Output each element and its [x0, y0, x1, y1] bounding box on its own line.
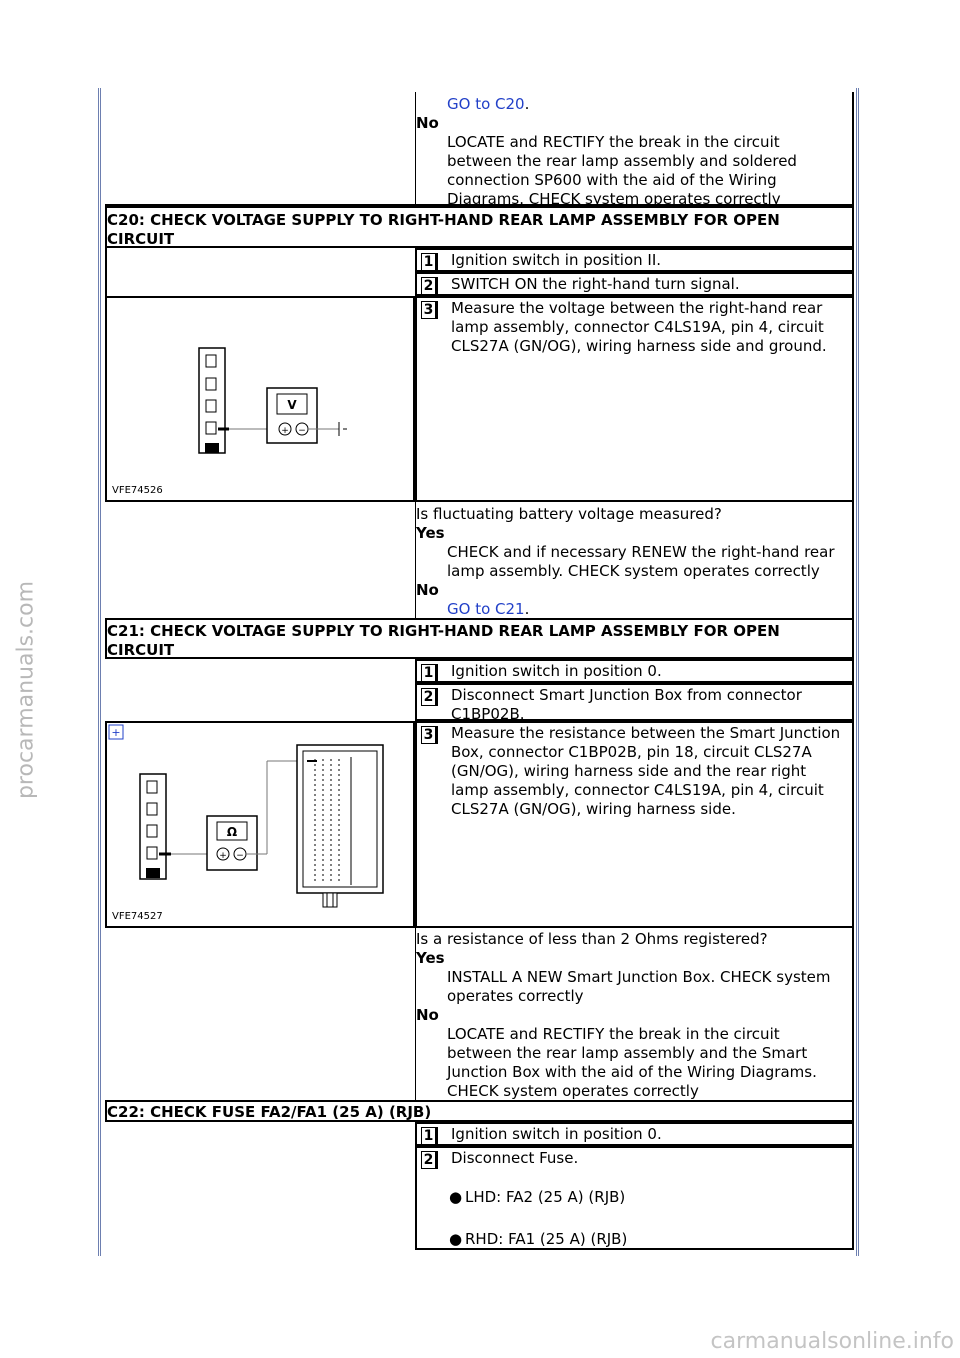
yes-text: CHECK and if necessary RENEW the right-hand rear lamp assembly. CHECK system operates correctly	[447, 543, 835, 580]
step-text: Ignition switch in position II.	[451, 251, 662, 269]
c21-title: C21: CHECK VOLTAGE SUPPLY TO RIGHT-HAND REAR LAMP ASSEMBLY FOR OPEN CIRCUIT	[107, 622, 780, 659]
link-suffix: .	[524, 95, 530, 113]
ohmmeter-diagram-svg	[107, 723, 413, 926]
no-text: LOCATE and RECTIFY the break in the circuit between the rear lamp assembly and soldered connection SP600 with the aid of the Wiring Diagrams. CHECK system operates correctly	[447, 133, 797, 208]
c21-question: Is a resistance of less than 2 Ohms registered?	[416, 930, 768, 948]
c21-step-2	[415, 683, 854, 721]
c20-left-empty	[105, 248, 415, 296]
c22-step-2: 2 Disconnect Fuse. ● LHD: FA2 (25 A) (RJB) ● RHD: FA1 (25 A) (RJB)	[415, 1146, 854, 1250]
step-text: Disconnect Smart Junction Box from connector C1BP02B.	[451, 686, 802, 723]
no-label: No	[416, 114, 439, 132]
step-text: Measure the voltage between the right-hand rear lamp assembly, connector C4LS19A, pin 4, circuit CLS27A (GN/OG), wiring harness side and ground.	[451, 299, 827, 355]
c22-step-1	[415, 1122, 854, 1146]
svg-text:−: −	[298, 426, 306, 436]
yes-label: Yes	[416, 524, 445, 542]
figure-label: VFE74527	[112, 911, 163, 922]
step-text: Measure the resistance between the Smart Junction Box, connector C1BP02B, pin 18, circuit CLS27A (GN/OG), wiring harness side and the rear right lamp assembly, connector C4LS19A, pin 4, circuit CLS27A (GN/OG), wiring harness side.	[451, 724, 841, 818]
c20-title: C20: CHECK VOLTAGE SUPPLY TO RIGHT-HAND REAR LAMP ASSEMBLY FOR OPEN CIRCUIT	[107, 211, 780, 248]
c20-question: Is fluctuating battery voltage measured?	[416, 505, 722, 523]
step-number: 3	[421, 301, 438, 319]
no-text: LOCATE and RECTIFY the break in the circuit between the rear lamp assembly and the Smart Junction Box with the aid of the Wiring Diagrams. CHECK system operates correctly	[447, 1025, 817, 1100]
goto-c20-link[interactable]: GO to C20	[447, 95, 525, 113]
page-frame-left	[98, 88, 101, 1256]
link-suffix: .	[524, 600, 530, 618]
step-number: 1	[421, 664, 438, 682]
figure-label: VFE74526	[112, 485, 163, 496]
svg-text:+: +	[281, 426, 289, 436]
step-text: Ignition switch in position 0.	[451, 1125, 662, 1143]
step-text: Ignition switch in position 0.	[451, 662, 662, 680]
step-number: 1	[421, 1127, 438, 1145]
yes-text: INSTALL A NEW Smart Junction Box. CHECK system operates correctly	[447, 968, 831, 1005]
c21-left-empty	[105, 659, 415, 721]
yes-label: Yes	[416, 949, 445, 967]
step-number: 3	[421, 726, 438, 744]
step-text: Disconnect Fuse.	[451, 1149, 579, 1167]
c20-question-block	[105, 502, 854, 618]
step-number: 2	[421, 277, 438, 295]
no-label: No	[416, 1006, 439, 1024]
side-watermark-text: procarmanuals.com	[13, 580, 39, 800]
c21-step-1	[415, 659, 854, 683]
goto-c21-link[interactable]: GO to C21	[447, 600, 525, 618]
c20-voltage-diagram	[105, 296, 415, 502]
bullet-text: RHD: FA1 (25 A) (RJB)	[465, 1230, 628, 1248]
voltmeter-diagram-svg	[107, 298, 413, 500]
svg-text:+: +	[219, 851, 227, 861]
step-number: 2	[421, 1151, 438, 1169]
top-block	[105, 92, 854, 206]
c21-question-block	[105, 928, 854, 1100]
c20-header	[105, 206, 854, 248]
step-number: 1	[421, 253, 438, 271]
c21-header	[105, 618, 854, 659]
step-number: 2	[421, 688, 438, 706]
meter-symbol: V	[287, 398, 297, 412]
side-watermark	[6, 540, 46, 840]
svg-text:+: +	[111, 726, 121, 739]
c20-step-3	[415, 296, 854, 502]
c21-resistance-diagram	[105, 721, 415, 928]
step-text: SWITCH ON the right-hand turn signal.	[451, 275, 740, 293]
bullet-text: LHD: FA2 (25 A) (RJB)	[465, 1188, 626, 1206]
no-label: No	[416, 581, 439, 599]
c22-header	[105, 1100, 854, 1122]
page-frame-right	[856, 88, 859, 1256]
c22-title: C22: CHECK FUSE FA2/FA1 (25 A) (RJB)	[107, 1103, 432, 1121]
c21-step-3	[415, 721, 854, 928]
meter-symbol: Ω	[226, 825, 238, 839]
svg-text:−: −	[236, 851, 244, 861]
c20-step-2	[415, 272, 854, 296]
bottom-watermark: carmanualsonline.info	[710, 1329, 954, 1354]
c20-step-1	[415, 248, 854, 272]
